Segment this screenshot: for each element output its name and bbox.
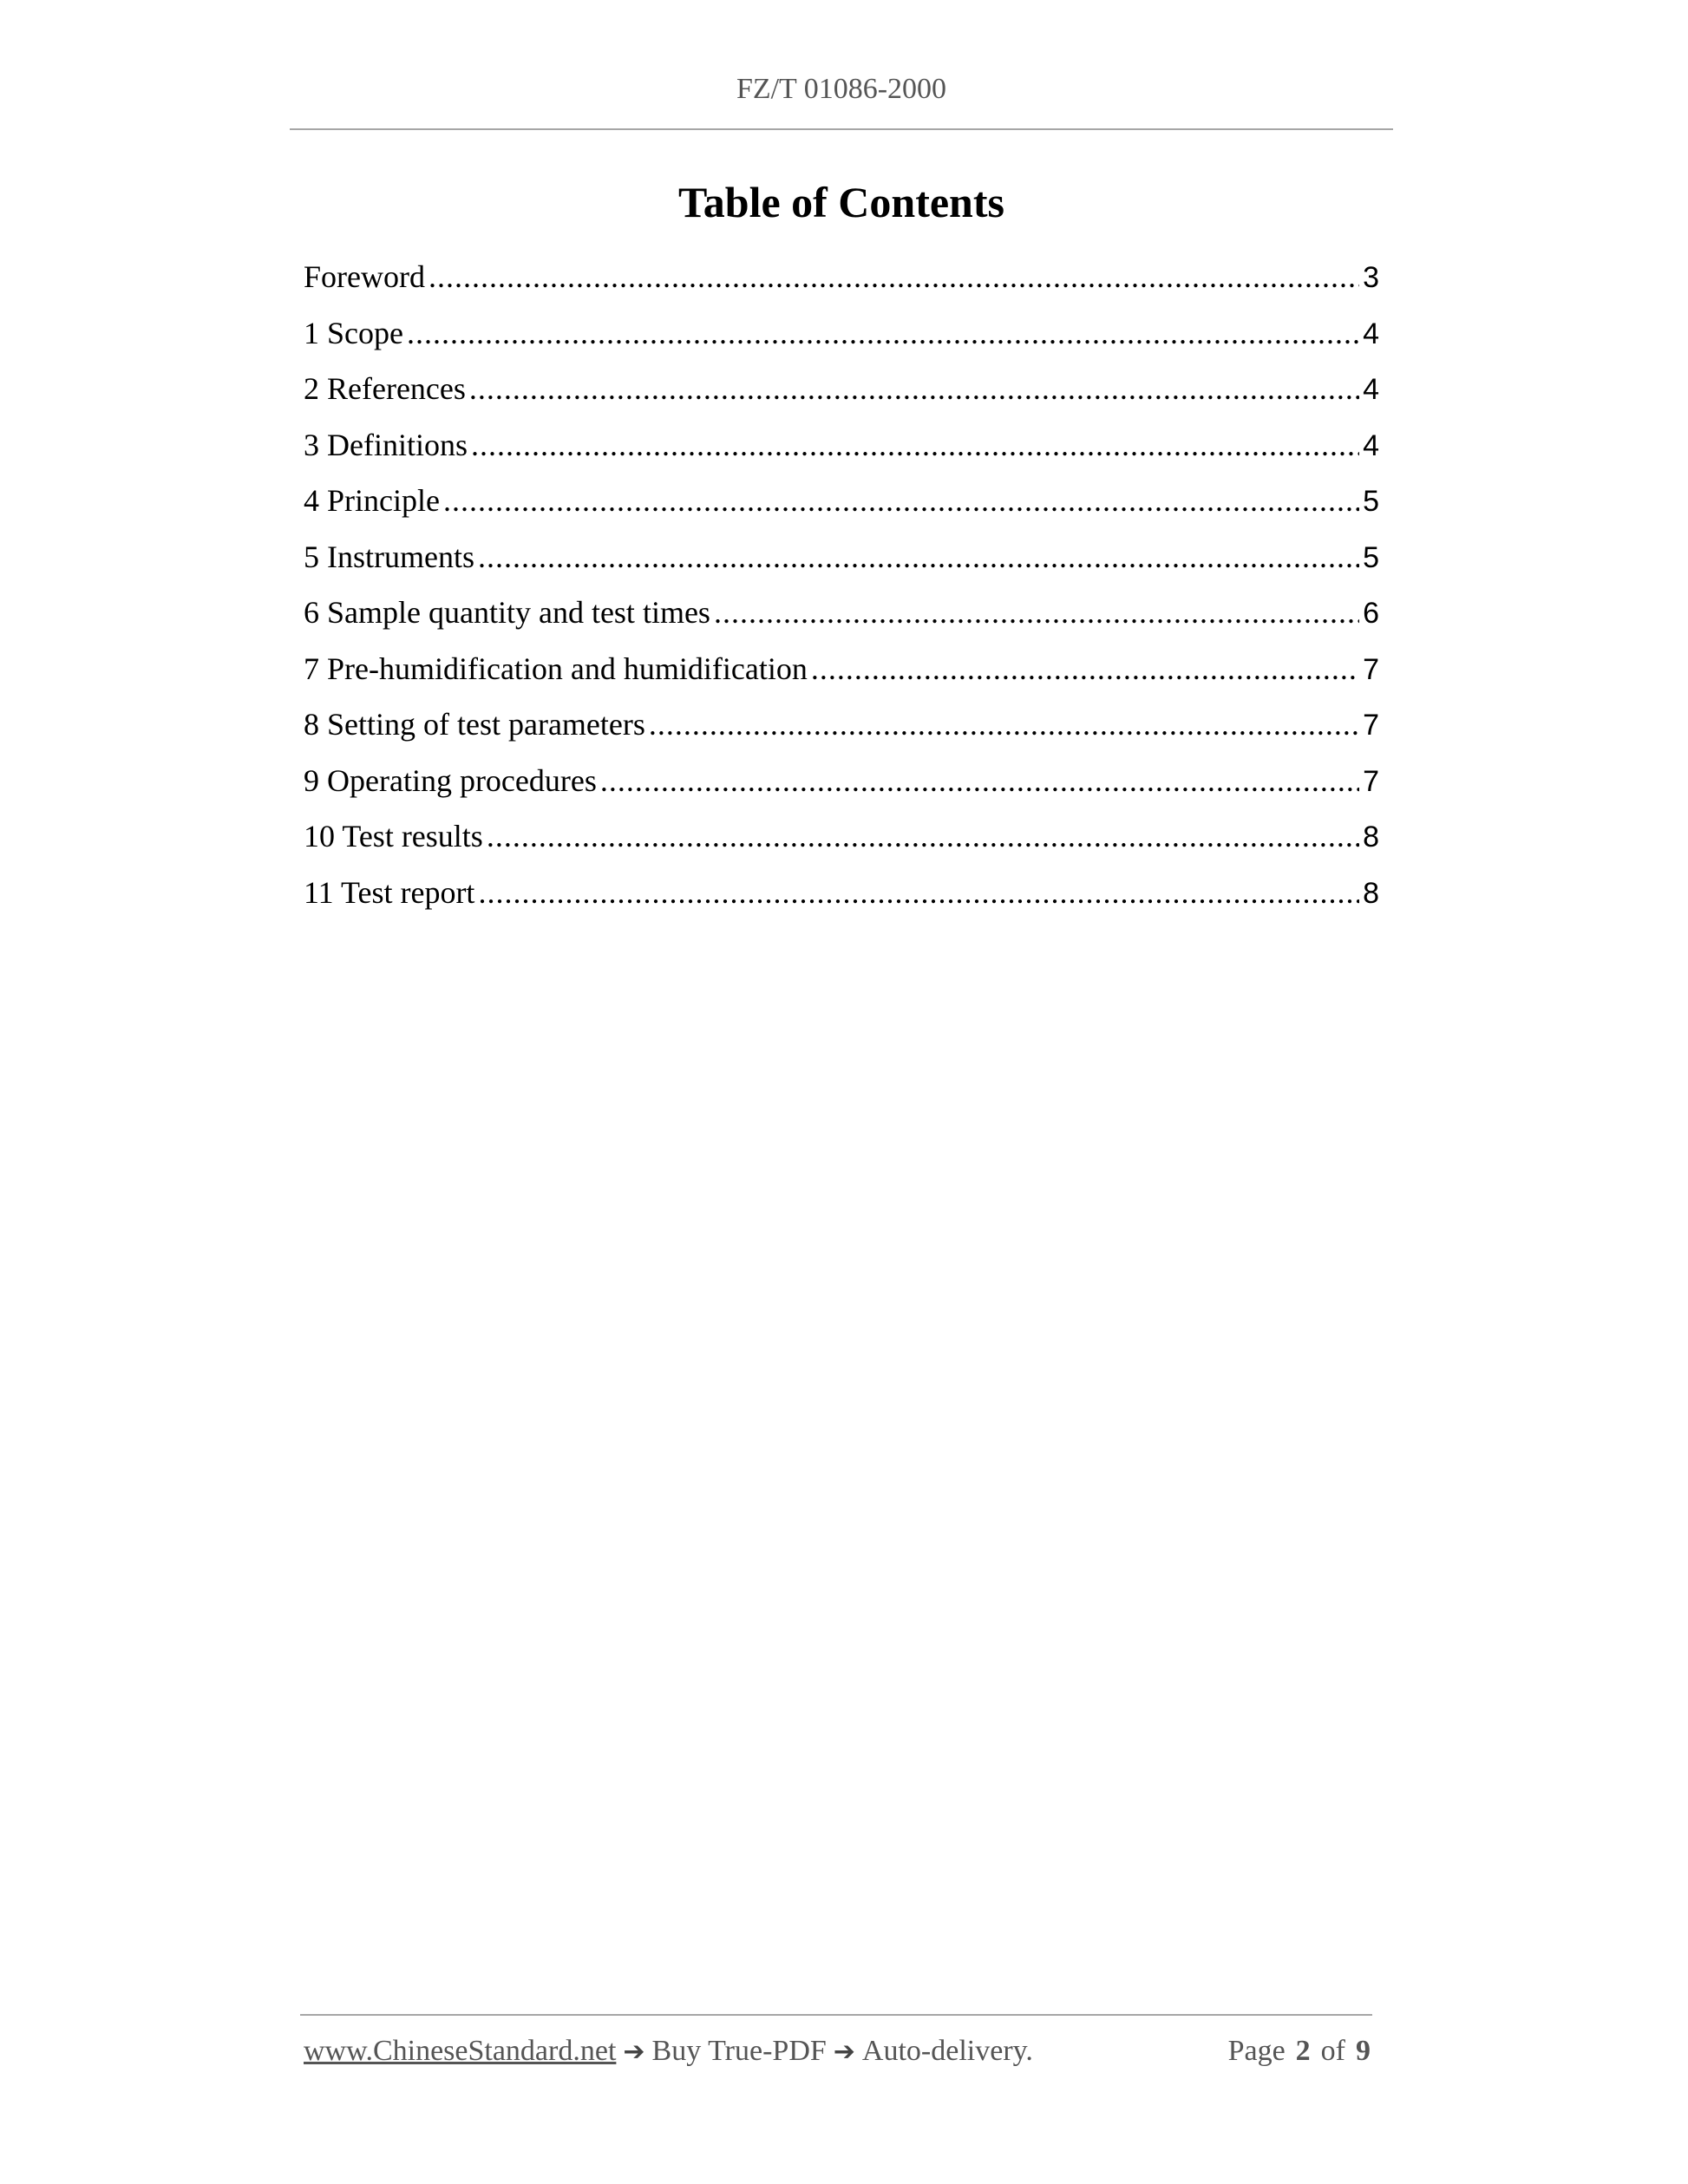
footer-divider xyxy=(300,2014,1372,2016)
toc-dot-leader xyxy=(478,874,1359,912)
header-divider xyxy=(290,128,1393,130)
toc-entry-label: 3 Definitions xyxy=(304,427,468,462)
page-counter xyxy=(1228,2035,1371,2068)
toc-entry-page: 7 xyxy=(1363,709,1379,742)
toc-dot-leader xyxy=(469,370,1359,408)
page-footer xyxy=(304,2035,1371,2068)
footer-step-buy: Buy True-PDF xyxy=(651,2035,827,2067)
toc-entry-test-parameters[interactable] xyxy=(304,706,1379,762)
toc-entry-references[interactable] xyxy=(304,370,1379,427)
total-page-count: 9 xyxy=(1356,2035,1371,2067)
toc-entry-label: 7 Pre-humidification and humidification xyxy=(304,651,808,686)
document-header: FZ/T 01086-2000 xyxy=(736,73,947,105)
toc-entry-page: 6 xyxy=(1363,597,1379,630)
toc-entry-label: 8 Setting of test parameters xyxy=(304,707,645,742)
toc-dot-leader xyxy=(443,482,1359,520)
toc-entry-label: 9 Operating procedures xyxy=(304,762,597,798)
toc-entry-page: 4 xyxy=(1363,428,1379,462)
toc-entry-label: Foreword xyxy=(304,259,425,294)
toc-entry-page: 7 xyxy=(1363,764,1379,798)
arrow-right-icon: ➔ xyxy=(833,2037,855,2067)
toc-entry-foreword[interactable] xyxy=(304,258,1379,315)
toc-entry-page: 5 xyxy=(1363,485,1379,518)
of-word: of xyxy=(1320,2035,1345,2067)
website-link[interactable]: www.ChineseStandard.net xyxy=(304,2035,617,2067)
toc-entry-scope[interactable] xyxy=(304,315,1379,371)
toc-dot-leader xyxy=(429,258,1359,296)
arrow-right-icon: ➔ xyxy=(623,2037,645,2067)
toc-dot-leader xyxy=(811,651,1359,688)
toc-list xyxy=(304,258,1379,930)
footer-promo xyxy=(304,2035,1033,2068)
toc-entry-label: 2 References xyxy=(304,371,466,406)
toc-entry-instruments[interactable] xyxy=(304,539,1379,595)
toc-entry-label: 10 Test results xyxy=(304,819,483,853)
toc-entry-page: 4 xyxy=(1363,373,1379,406)
toc-entry-test-results[interactable] xyxy=(304,818,1379,874)
toc-dot-leader xyxy=(487,818,1359,855)
toc-dot-leader xyxy=(600,762,1359,800)
toc-dot-leader xyxy=(649,706,1359,743)
toc-dot-leader xyxy=(478,539,1359,576)
toc-entry-label: 6 Sample quantity and test times xyxy=(304,595,710,630)
toc-entry-label: 4 Principle xyxy=(304,483,440,518)
toc-entry-page: 3 xyxy=(1363,261,1379,294)
toc-entry-page: 8 xyxy=(1363,876,1379,910)
toc-entry-sample-quantity[interactable] xyxy=(304,594,1379,651)
toc-entry-operating-procedures[interactable] xyxy=(304,762,1379,819)
toc-entry-test-report[interactable] xyxy=(304,874,1379,931)
page-word: Page xyxy=(1227,2035,1286,2067)
toc-title: Table of Contents xyxy=(678,178,1004,226)
footer-step-delivery: Auto-delivery. xyxy=(861,2035,1033,2067)
toc-entry-page: 4 xyxy=(1363,317,1379,350)
toc-entry-label: 11 Test report xyxy=(304,874,475,910)
toc-dot-leader xyxy=(471,427,1359,464)
toc-entry-definitions[interactable] xyxy=(304,427,1379,483)
toc-dot-leader xyxy=(714,594,1359,631)
toc-entry-humidification[interactable] xyxy=(304,651,1379,707)
toc-entry-page: 8 xyxy=(1363,821,1379,853)
current-page-number: 2 xyxy=(1295,2035,1311,2067)
toc-entry-label: 5 Instruments xyxy=(304,539,474,574)
toc-entry-page: 7 xyxy=(1363,652,1379,686)
toc-entry-page: 5 xyxy=(1363,540,1379,574)
toc-entry-label: 1 Scope xyxy=(304,315,403,350)
toc-dot-leader xyxy=(407,315,1359,352)
toc-entry-principle[interactable] xyxy=(304,482,1379,539)
